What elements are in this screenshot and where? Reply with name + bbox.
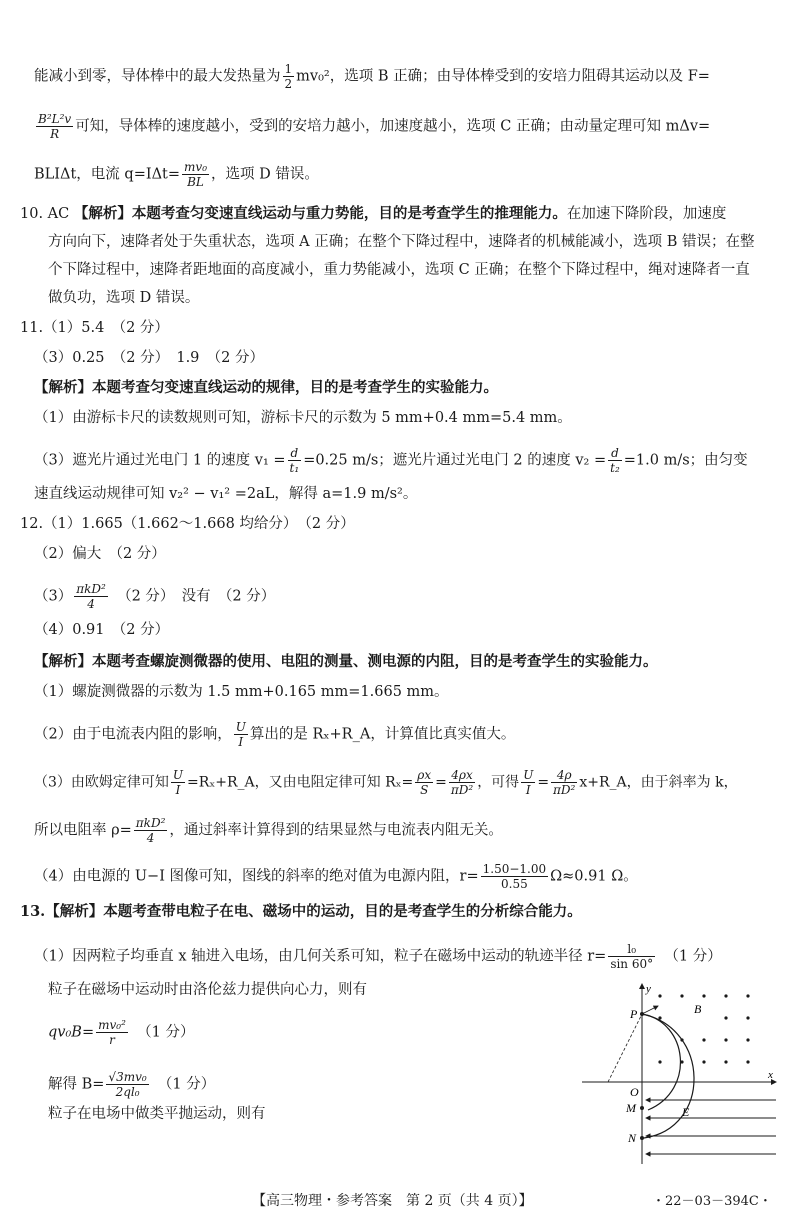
q10-line1: 10. AC 【解析】本题考查匀变速直线运动与重力势能，目的是考查学生的推理能力。在加速下降阶段，加速度 bbox=[20, 205, 727, 222]
fraction: $\frac{U}{I}$ bbox=[235, 720, 246, 749]
fraction: $\frac{\text{πkD²}}{4}$ bbox=[135, 816, 166, 845]
p1-line3: BLIΔt，电流 q=IΔt= $\frac{\text{mv₀}}{BL}$ ，选项 D 错误。 bbox=[34, 160, 319, 189]
q12-analysis-tag: 【解析】本题考查螺旋测微器的使用、电阻的测量、测电源的内阻，目的是考查学生的实验能力。 bbox=[34, 653, 658, 670]
q12-answer1: 12.（1）1.665（1.662～1.668 均给分） （2 分） bbox=[20, 516, 355, 532]
q13-explain1: （1）因两粒子均垂直 x 轴进入电场，由几何关系可知，粒子在磁场中运动的轨迹半径 r= $\frac{\text{l₀}}{\sin 60^\circ}$ （1 分） bbox=[34, 942, 722, 971]
q10-line3: 个下降过程中，速降者距地面的高度减小，重力势能减小，选项 C 正确；在整个下降过程中，绳对速降者一直 bbox=[48, 262, 750, 278]
q13-explain3: qv₀B= $\frac{\text{mv₀²}}{r}$ （1 分） bbox=[48, 1018, 195, 1047]
origin-label: O bbox=[630, 1085, 639, 1099]
q12-explain4: 所以电阻率 ρ= $\frac{\text{πkD²}}{4}$ ，通过斜率计算得到的结果显然与电流表内阻无关。 bbox=[34, 816, 503, 845]
p1-line1: 能减小到零，导体棒中的最大发热量为 $\frac{1}{2}$ mv₀²，选项 B 正确；由导体棒受到的安培力阻碍其运动以及 F= bbox=[34, 62, 710, 91]
q12-answer3: （3） $\frac{\text{πkD²}}{4}$ （2 分） 没有 （2 分） bbox=[34, 582, 276, 611]
q11-answer3: （3）0.25 （2 分） 1.9 （2 分） bbox=[34, 350, 264, 366]
document-code: ・22－03－394C・ bbox=[652, 1194, 772, 1209]
radius-line bbox=[608, 1014, 642, 1082]
point-P-label: P bbox=[630, 1007, 638, 1021]
q13-analysis-tag: 13.【解析】本题考查带电粒子在电、磁场中的运动，目的是考查学生的分析综合能力。 bbox=[20, 903, 582, 920]
fraction: $\frac{\text{B²L²v}}{R}$ bbox=[38, 112, 72, 141]
q12-explain2: （2）由于电流表内阻的影响， $\frac{U}{I}$ 算出的是 Rₓ+R_A，计算值比真实值大。 bbox=[34, 720, 516, 749]
electric-field-lines bbox=[646, 1100, 776, 1154]
q11-explain1: （1）由游标卡尺的读数规则可知，游标卡尺的示数为 5 mm+0.4 mm=5.4 mm。 bbox=[34, 410, 572, 426]
page-footer: 【高三物理・参考答案 第 2 页（共 4 页）】 bbox=[252, 1193, 533, 1209]
fraction: $\frac{4\rho x}{\text{πD²}}$ bbox=[450, 768, 474, 797]
point-N-label: N bbox=[628, 1131, 637, 1145]
electric-field-label: E bbox=[682, 1105, 690, 1119]
q12-explain5: （4）由电源的 U−I 图像可知，图线的斜率的绝对值为电源内阻，r= $\frac{1.50-1.00}{0.55}$ Ω≈0.91 Ω。 bbox=[34, 862, 638, 891]
fraction: $\frac{d}{\text{t₁}}$ bbox=[289, 446, 300, 475]
trajectory-2 bbox=[642, 1014, 694, 1138]
q13-explain5: 粒子在电场中做类平抛运动，则有 bbox=[48, 1106, 266, 1122]
fraction: $\frac{U}{I}$ bbox=[523, 768, 534, 797]
y-axis-label: y bbox=[646, 983, 651, 995]
fraction: $\frac{\text{mv₀²}}{r}$ bbox=[98, 1018, 126, 1047]
q11-answer1: 11.（1）5.4 （2 分） bbox=[20, 320, 169, 336]
fraction: $\frac{1.50-1.00}{0.55}$ bbox=[482, 862, 547, 891]
q11-analysis-tag: 【解析】本题考查匀变速直线运动的规律，目的是考查学生的实验能力。 bbox=[34, 379, 498, 396]
q10-line2: 方向向下，速降者处于失重状态，选项 A 正确；在整个下降过程中，速降者的机械能减小，选项 B 错误；在整 bbox=[48, 234, 755, 250]
fraction: $\frac{\text{√3mv₀}}{\text{2ql₀}}$ bbox=[108, 1070, 147, 1099]
q13-explain2: 粒子在磁场中运动时由洛伦兹力提供向心力，则有 bbox=[48, 982, 367, 998]
q12-explain3: （3）由欧姆定律可知 $\frac{U}{I}$ =Rₓ+R_A，又由电阻定律可知 Rₓ= $\frac{\rho x}{S}$ = $\frac{4\rho x}{\text{πD²}}$ ，可得 $\frac{U}{I}$ = $\frac{4\rho}{\text{πD²}}$ x+R_A，由于斜率为 k， bbox=[34, 768, 738, 797]
q13-explain4: 解得 B= $\frac{\text{√3mv₀}}{\text{2ql₀}}$ （1 分） bbox=[48, 1070, 216, 1099]
fraction: $\frac{1}{2}$ bbox=[284, 62, 293, 91]
fraction: $\frac{4\rho}{\text{πD²}}$ bbox=[553, 768, 576, 797]
field-diagram bbox=[578, 978, 784, 1168]
q11-explain3: （3）遮光片通过光电门 1 的速度 v₁ = $\frac{d}{\text{t₁}}$ =0.25 m/s；遮光片通过光电门 2 的速度 v₂ = $\frac{d}{\text{t₂}}$ =1.0 m/s；由匀变 bbox=[34, 446, 748, 475]
point-P bbox=[640, 1012, 644, 1016]
velocity-arrow bbox=[642, 1006, 658, 1014]
fraction: $\frac{\text{πkD²}}{4}$ bbox=[76, 582, 106, 611]
x-axis-label: x bbox=[768, 1069, 773, 1081]
point-M bbox=[640, 1106, 644, 1110]
point-N bbox=[640, 1136, 644, 1140]
q12-answer2: （2）偏大 （2 分） bbox=[34, 546, 166, 562]
fraction: $\frac{U}{I}$ bbox=[172, 768, 184, 797]
fraction: $\frac{d}{\text{t₂}}$ bbox=[610, 446, 620, 475]
q12-answer4: （4）0.91 （2 分） bbox=[34, 622, 170, 638]
p1-line2: $\frac{\text{B²L²v}}{R}$ 可知，导体棒的速度越小，受到的安培力越小，加速度越小，选项 C 正确；由动量定理可知 mΔv= bbox=[38, 112, 711, 141]
q10-line4: 做负功，选项 D 错误。 bbox=[48, 290, 200, 306]
fraction: $\frac{\text{mv₀}}{BL}$ bbox=[184, 160, 207, 189]
fraction: $\frac{\rho x}{S}$ bbox=[417, 768, 432, 797]
q12-explain1: （1）螺旋测微器的示数为 1.5 mm+0.165 mm=1.665 mm。 bbox=[34, 684, 449, 700]
magnetic-field-label: B bbox=[694, 1002, 702, 1016]
point-M-label: M bbox=[626, 1101, 636, 1115]
fraction: $\frac{\text{l₀}}{\sin 60^\circ}$ bbox=[610, 942, 654, 971]
q11-explain4: 速直线运动规律可知 v₂² − v₁² =2aL，解得 a=1.9 m/s²。 bbox=[34, 486, 418, 502]
